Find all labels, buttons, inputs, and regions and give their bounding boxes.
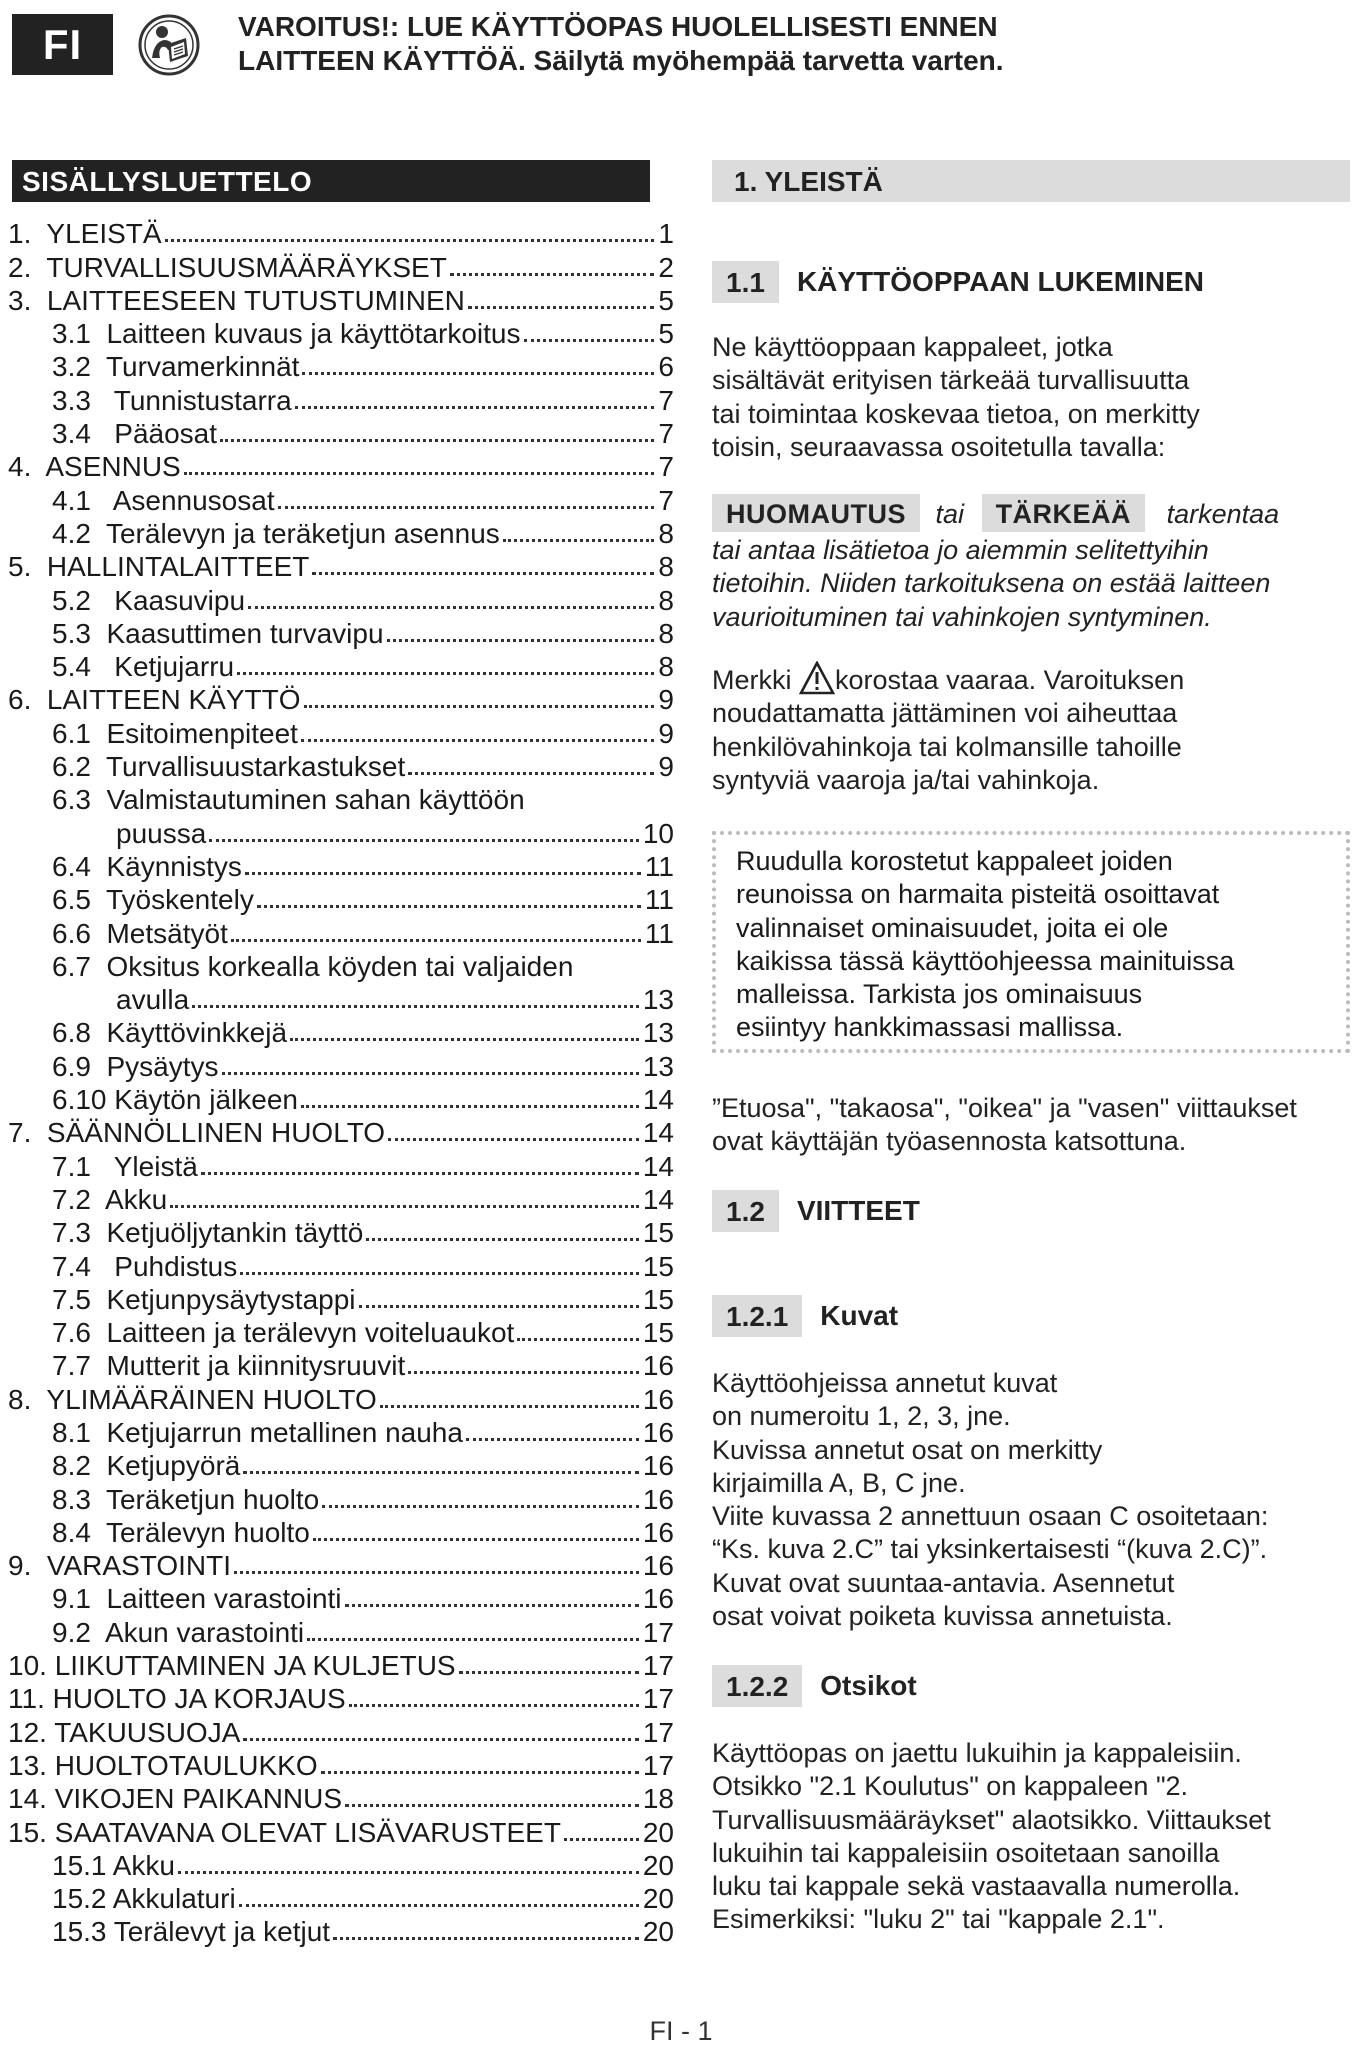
toc-entry-page: 13 <box>642 1017 674 1049</box>
toc-entry-label: 7.6 Laitteen ja terälevyn voiteluaukot <box>52 1317 515 1349</box>
toc-entry <box>8 752 674 785</box>
toc-entry-page: 5 <box>658 318 674 350</box>
toc-entry-label: 6.9 Pysäytys <box>52 1050 219 1082</box>
toc-entry <box>8 1418 674 1451</box>
toc-entry-label: 7.4 Puhdistus <box>52 1250 238 1282</box>
toc-entry-label: 8.4 Terälevyn huolto <box>52 1516 310 1548</box>
toc-entry-label: 9.2 Akun varastointi <box>52 1616 305 1648</box>
text-line: henkilövahinkoja tai kolmansille tahoille <box>712 731 1182 762</box>
toc-entry-label: 6.7 Oksitus korkealla köyden tai valjaiden <box>52 950 574 982</box>
toc-entry-page: 9 <box>658 751 674 783</box>
toc-entry <box>8 1218 674 1251</box>
toc-entry <box>8 1085 674 1118</box>
toc-entry-label: 9. VARASTOINTI <box>8 1550 232 1582</box>
text-line: Käyttöopas on jaettu lukuihin ja kappaleisiin. <box>712 1738 1242 1768</box>
toc-leader-dots <box>459 1671 639 1674</box>
toc-entry <box>8 1551 674 1584</box>
text-line: Käyttöohjeissa annetut kuvat <box>712 1368 1058 1398</box>
toc-entry-page: 16 <box>642 1383 674 1415</box>
toc-entry <box>8 1118 674 1151</box>
toc-entry-page: 17 <box>642 1650 674 1682</box>
toc-entry <box>8 1018 674 1051</box>
text-line: valinnaiset ominaisuudet, joita ei ole <box>736 912 1169 943</box>
toc-entry-page: 10 <box>642 817 674 849</box>
toc-leader-dots <box>345 1604 639 1607</box>
text-line: tai toimintaa koskevaa tietoa, on merkitty <box>712 398 1200 429</box>
toc-entry-page: 5 <box>658 284 674 316</box>
toc-entry-page: 20 <box>642 1916 674 1948</box>
toc-entry-label: 8. YLIMÄÄRÄINEN HUOLTO <box>8 1383 377 1415</box>
toc-entry <box>8 1251 674 1284</box>
text-line: Ne käyttöoppaan kappaleet, jotka <box>712 332 1113 362</box>
toc-entry <box>8 1151 674 1184</box>
notice-first-tail: tarkentaa <box>1166 499 1280 529</box>
toc-entry <box>8 1484 674 1517</box>
language-badge: FI <box>12 14 113 75</box>
toc-entry-label: 8.1 Ketjujarrun metallinen nauha <box>52 1416 463 1448</box>
toc-entry <box>8 1384 674 1417</box>
toc-entry <box>8 219 674 252</box>
toc-entry-label: 3. LAITTEESEEN TUTUSTUMINEN <box>8 284 465 316</box>
toc-entry-label: 6.1 Esitoimenpiteet <box>52 717 298 749</box>
toc-entry-label: 4. ASENNUS <box>8 451 181 483</box>
text-line: tai antaa lisätietoa jo aiemmin selitettyihin <box>712 535 1209 565</box>
toc-leader-dots <box>333 1937 639 1940</box>
toc-entry-page: 8 <box>658 584 674 616</box>
toc-leader-dots <box>248 606 654 609</box>
toc-entry-page: 20 <box>642 1849 674 1881</box>
toc-entry-page: 13 <box>642 1050 674 1082</box>
toc-entry-label: 11. HUOLTO JA KORJAUS <box>8 1683 346 1715</box>
toc-leader-dots <box>278 506 655 509</box>
toc-entry-page: 8 <box>658 551 674 583</box>
toc-leader-dots <box>304 705 655 708</box>
toc-entry-label: 5.2 Kaasuvipu <box>52 584 246 616</box>
toc-leader-dots <box>517 1338 639 1341</box>
toc-entry <box>8 885 674 918</box>
toc-leader-dots <box>388 1138 639 1141</box>
toc-entry-page: 7 <box>658 384 674 416</box>
toc-entry <box>8 519 674 552</box>
toc-entry <box>8 785 674 818</box>
toc-entry <box>8 1051 674 1084</box>
text-line: esiintyy hankkimassasi mallissa. <box>736 1012 1124 1043</box>
toc-entry <box>8 1784 674 1817</box>
toc-leader-dots <box>307 1638 639 1641</box>
toc-entry-page: 17 <box>642 1749 674 1781</box>
toc-entry <box>8 1751 674 1784</box>
subsection-title: VIITTEET <box>796 1195 920 1226</box>
toc-entry <box>8 1651 674 1684</box>
toc-leader-dots <box>349 1704 639 1707</box>
text-line: kirjaimilla A, B, C jne. <box>712 1467 966 1498</box>
text-line: syntyviä vaaroja ja/tai vahinkoja. <box>712 764 1100 795</box>
text-line: Ruudulla korostetut kappaleet joiden <box>736 846 1173 876</box>
text-line: Otsikko "2.1 Koulutus" on kappaleen "2. <box>712 1771 1189 1802</box>
toc-leader-dots <box>359 1305 639 1308</box>
subsection-heading-1-1 <box>712 261 1204 303</box>
toc-leader-dots <box>222 1072 639 1075</box>
optional-features-box <box>712 831 1350 1053</box>
text-line: reunoissa on harmaita pisteitä osoittavat <box>736 879 1220 910</box>
toc-entry-page: 7 <box>658 418 674 450</box>
toc-entry <box>8 652 674 685</box>
toc-entry-page: 17 <box>642 1683 674 1715</box>
warning-paragraph <box>712 661 1352 797</box>
toc-entry-page: 18 <box>642 1783 674 1815</box>
toc-leader-dots <box>239 1904 639 1907</box>
toc-entry <box>8 685 674 718</box>
toc-leader-dots <box>184 472 655 475</box>
toc-entry <box>8 485 674 518</box>
toc-entry-label: 6.3 Valmistautuminen sahan käyttöön <box>52 784 525 816</box>
toc-entry-label: 5.3 Kaasuttimen turvavipu <box>52 617 384 649</box>
toc-leader-dots <box>564 1838 639 1841</box>
toc-entry-label: 5.4 Ketjujarru <box>52 651 235 683</box>
text-line: Kuvat ovat suuntaa-antavia. Asennetut <box>712 1567 1175 1598</box>
toc-entry <box>8 1451 674 1484</box>
toc-entry <box>8 952 674 985</box>
toc-entry-label: puussa <box>116 817 207 849</box>
toc-leader-dots <box>387 639 655 642</box>
toc-leader-dots <box>301 739 655 742</box>
toc-entry-label: 3.2 Turvamerkinnät <box>52 351 300 383</box>
text-line: ”Etuosa", "takaosa", "oikea" ja "vasen" viittaukset <box>712 1093 1297 1123</box>
page-number: FI - 1 <box>649 2016 713 2046</box>
toc-entry <box>8 419 674 452</box>
toc-entry-label: 7.2 Akku <box>52 1183 168 1215</box>
toc-entry <box>8 1351 674 1384</box>
toc-leader-dots <box>231 939 641 942</box>
toc-entry <box>8 918 674 951</box>
toc-leader-dots <box>290 1038 639 1041</box>
text-line: on numeroitu 1, 2, 3, jne. <box>712 1401 1011 1432</box>
toc-entry <box>8 1584 674 1617</box>
toc-entry-page: 17 <box>642 1616 674 1648</box>
toc-leader-dots <box>240 1272 639 1275</box>
toc-entry <box>8 1851 674 1884</box>
kuvat-paragraph <box>712 1367 1352 1633</box>
warning-heading-line: LAITTEEN KÄYTTÖÄ. Säilytä myöhempää tarvetta varten. <box>238 45 1004 76</box>
toc-entry-page: 8 <box>658 617 674 649</box>
toc-entry-page: 7 <box>658 484 674 516</box>
toc-entry <box>8 319 674 352</box>
or-word: tai <box>935 499 965 529</box>
text-line: ovat käyttäjän työasennosta katsottuna. <box>712 1126 1187 1157</box>
toc-entry-label: 7.5 Ketjunpysäytystappi <box>52 1283 356 1315</box>
toc-entry-label: 12. TAKUUSUOJA <box>8 1716 241 1748</box>
text-line: vaurioituminen tai vahinkojen syntyminen. <box>712 601 1212 632</box>
subsection-heading-1-2-1 <box>712 1295 898 1337</box>
toc-leader-dots <box>380 1405 639 1408</box>
warning-rest: korostaa vaaraa. Varoituksen <box>835 665 1185 695</box>
toc-leader-dots <box>237 672 654 675</box>
toc-entry-label: 6.2 Turvallisuustarkastukset <box>52 751 406 783</box>
read-manual-icon <box>138 14 200 76</box>
toc-list <box>8 219 674 1950</box>
toc-entry-label: 3.3 Tunnistustarra <box>52 384 292 416</box>
toc-entry-label: 6.6 Metsätyöt <box>52 917 228 949</box>
toc-entry-page: 14 <box>642 1117 674 1149</box>
toc-entry-page: 11 <box>644 850 674 882</box>
toc-entry-label: 7.3 Ketjuöljytankin täyttö <box>52 1217 364 1249</box>
toc-entry <box>8 985 674 1018</box>
text-line: sisältävät erityisen tärkeää turvallisuutta <box>712 365 1190 396</box>
toc-entry <box>8 1318 674 1351</box>
text-line: malleissa. Tarkista jos ominaisuus <box>736 979 1143 1010</box>
toc-entry <box>8 286 674 319</box>
toc-entry <box>8 1617 674 1650</box>
toc-entry-page: 15 <box>642 1250 674 1282</box>
toc-entry-page: 1 <box>658 218 674 250</box>
toc-entry-page: 20 <box>642 1883 674 1915</box>
toc-leader-dots <box>503 539 655 542</box>
toc-entry <box>8 1518 674 1551</box>
toc-leader-dots <box>243 1471 639 1474</box>
toc-entry-label: 4.2 Terälevyn ja teräketjun asennus <box>52 517 500 549</box>
toc-entry-label: 15.3 Terälevyt ja ketjut <box>52 1916 331 1948</box>
toc-entry-label: 15. SAATAVANA OLEVAT LISÄVARUSTEET <box>8 1816 561 1848</box>
toc-leader-dots <box>220 439 654 442</box>
toc-entry <box>8 1917 674 1950</box>
toc-leader-dots <box>345 1804 639 1807</box>
toc-entry-page: 14 <box>642 1150 674 1182</box>
toc-leader-dots <box>209 839 639 842</box>
toc-entry <box>8 1185 674 1218</box>
toc-entry <box>8 352 674 385</box>
toc-leader-dots <box>466 1438 639 1441</box>
toc-entry <box>8 385 674 418</box>
subsection-title: Kuvat <box>820 1300 899 1331</box>
otsikot-paragraph <box>712 1737 1352 1937</box>
subsection-title: KÄYTTÖOPPAAN LUKEMINEN <box>796 266 1204 297</box>
toc-entry-page: 20 <box>642 1816 674 1848</box>
toc-entry-page: 16 <box>642 1516 674 1548</box>
toc-entry-page: 16 <box>642 1416 674 1448</box>
toc-leader-dots <box>313 1538 639 1541</box>
toc-entry-label: 6.8 Käyttövinkkejä <box>52 1017 288 1049</box>
toc-entry-page: 16 <box>642 1583 674 1615</box>
toc-leader-dots <box>301 1105 639 1108</box>
toc-leader-dots <box>468 306 655 309</box>
toc-leader-dots <box>408 772 654 775</box>
subsection-number: 1.1 <box>712 261 779 303</box>
text-line: toisin, seuraavassa osoitetulla tavalla: <box>712 431 1166 462</box>
toc-entry-page: 11 <box>644 917 674 949</box>
toc-entry-label: 15.1 Akku <box>52 1849 175 1881</box>
huomautus-tag: HUOMAUTUS <box>712 494 920 532</box>
toc-entry <box>8 1717 674 1750</box>
subsection-number: 1.2.1 <box>712 1295 802 1337</box>
text-line: osat voivat poiketa kuvissa annetuista. <box>712 1601 1173 1632</box>
toc-entry <box>8 585 674 618</box>
toc-leader-dots <box>234 1571 639 1574</box>
toc-leader-dots <box>312 572 654 575</box>
text-line: Esimerkiksi: "luku 2" tai "kappale 2.1". <box>712 1904 1165 1935</box>
toc-leader-dots <box>322 1505 639 1508</box>
toc-entry <box>8 1285 674 1318</box>
tarkeaa-tag: TÄRKEÄÄ <box>982 494 1146 532</box>
toc-entry-label: 7. SÄÄNNÖLLINEN HUOLTO <box>8 1117 386 1149</box>
toc-entry-label: 3.1 Laitteen kuvaus ja käyttötarkoitus <box>52 318 521 350</box>
toc-entry-page: 11 <box>644 884 674 916</box>
toc-entry-label: 2. TURVALLISUUSMÄÄRÄYKSET <box>8 251 447 283</box>
toc-entry-page: 14 <box>642 1084 674 1116</box>
toc-leader-dots <box>321 1771 639 1774</box>
toc-entry <box>8 552 674 585</box>
toc-entry <box>8 619 674 652</box>
toc-entry-page: 8 <box>658 651 674 683</box>
toc-leader-dots <box>295 406 655 409</box>
toc-entry-label: 6. LAITTEEN KÄYTTÖ <box>8 684 301 716</box>
text-line: Viite kuvassa 2 annettuun osaan C osoitetaan: <box>712 1501 1269 1532</box>
toc-entry-label: 6.10 Käytön jälkeen <box>52 1084 298 1116</box>
toc-entry-page: 16 <box>642 1483 674 1515</box>
toc-entry-label: 7.1 Yleistä <box>52 1150 198 1182</box>
toc-entry <box>8 1684 674 1717</box>
warning-heading-line: VAROITUS!: LUE KÄYTTÖOPAS HUOLELLISESTI ENNEN <box>238 11 998 42</box>
section-title: 1. YLEISTÄ <box>712 160 1350 202</box>
toc-entry <box>8 1884 674 1917</box>
toc-leader-dots <box>408 1371 639 1374</box>
subsection-title: Otsikot <box>820 1670 917 1701</box>
toc-entry-label: 4.1 Asennusosat <box>52 484 275 516</box>
toc-entry-page: 6 <box>658 351 674 383</box>
toc-leader-dots <box>178 1871 639 1874</box>
toc-entry-label: 9.1 Laitteen varastointi <box>52 1583 342 1615</box>
toc-entry-label: 8.3 Teräketjun huolto <box>52 1483 320 1515</box>
subsection-number: 1.2 <box>712 1190 779 1232</box>
notice-paragraph <box>712 494 1352 634</box>
toc-entry-page: 14 <box>642 1183 674 1215</box>
toc-leader-dots <box>302 372 654 375</box>
toc-entry <box>8 818 674 851</box>
toc-entry-page: 9 <box>658 684 674 716</box>
toc-entry-label: 10. LIIKUTTAMINEN JA KULJETUS <box>8 1650 456 1682</box>
toc-entry-page: 8 <box>658 517 674 549</box>
toc-title: SISÄLLYSLUETTELO <box>12 160 650 202</box>
text-line: kaikissa tässä käyttöohjeessa mainituissa <box>736 945 1235 976</box>
directions-paragraph <box>712 1092 1352 1159</box>
toc-entry-label: 5. HALLINTALAITTEET <box>8 551 310 583</box>
toc-entry <box>8 452 674 485</box>
warning-heading <box>238 10 1004 78</box>
toc-entry-label: 6.5 Työskentely <box>52 884 254 916</box>
text-line: lukuihin tai kappaleisiin osoitetaan sanoilla <box>712 1837 1220 1868</box>
toc-leader-dots <box>243 1738 638 1741</box>
toc-leader-dots <box>170 1205 639 1208</box>
toc-entry-label: 7.7 Mutterit ja kiinnitysruuvit <box>52 1350 406 1382</box>
toc-entry-label: 15.2 Akkulaturi <box>52 1883 236 1915</box>
toc-entry-label: 6.4 Käynnistys <box>52 850 242 882</box>
text-line: noudattamatta jättäminen voi aiheuttaa <box>712 698 1178 729</box>
toc-entry-label: 14. VIKOJEN PAIKANNUS <box>8 1783 343 1815</box>
intro-paragraph <box>712 331 1352 464</box>
toc-entry-label: 1. YLEISTÄ <box>8 218 162 250</box>
toc-entry-page: 2 <box>658 251 674 283</box>
text-line: Kuvissa annetut osat on merkitty <box>712 1434 1103 1465</box>
subsection-heading-1-2-2 <box>712 1665 917 1707</box>
toc-leader-dots <box>257 905 641 908</box>
toc-entry-label: 3.4 Pääosat <box>52 418 218 450</box>
warning-start-word: Merkki <box>712 665 792 695</box>
toc-leader-dots <box>366 1238 639 1241</box>
toc-entry-label: 8.2 Ketjupyörä <box>52 1450 241 1482</box>
toc-entry <box>8 718 674 751</box>
toc-entry-page: 16 <box>642 1350 674 1382</box>
toc-entry <box>8 1817 674 1850</box>
toc-entry-label: 13. HUOLTOTAULUKKO <box>8 1749 318 1781</box>
toc-entry-page: 16 <box>642 1450 674 1482</box>
subsection-heading-1-2 <box>712 1190 920 1232</box>
text-line: “Ks. kuva 2.C” tai yksinkertaisesti “(kuva 2.C)”. <box>712 1534 1268 1565</box>
toc-leader-dots <box>524 339 655 342</box>
toc-leader-dots <box>165 239 655 242</box>
toc-leader-dots <box>245 872 641 875</box>
toc-entry-page: 17 <box>642 1716 674 1748</box>
subsection-number: 1.2.2 <box>712 1665 802 1707</box>
text-line: Turvallisuusmääräykset" alaotsikko. Viittaukset <box>712 1804 1271 1835</box>
toc-entry-page: 16 <box>642 1550 674 1582</box>
toc-entry-page: 15 <box>642 1217 674 1249</box>
toc-leader-dots <box>450 273 655 276</box>
toc-leader-dots <box>201 1172 639 1175</box>
toc-entry-page: 7 <box>658 451 674 483</box>
toc-entry <box>8 852 674 885</box>
toc-entry-label: avulla <box>116 984 190 1016</box>
toc-entry <box>8 252 674 285</box>
toc-entry-page: 15 <box>642 1317 674 1349</box>
text-line: luku tai kappale sekä vastaavalla numerolla. <box>712 1871 1241 1902</box>
toc-leader-dots <box>192 1005 639 1008</box>
text-line: tietoihin. Niiden tarkoituksena on estää laitteen <box>712 568 1271 599</box>
toc-entry-page: 15 <box>642 1283 674 1315</box>
warning-triangle-icon <box>799 661 835 695</box>
toc-entry-page: 9 <box>658 717 674 749</box>
toc-entry-page: 13 <box>642 984 674 1016</box>
